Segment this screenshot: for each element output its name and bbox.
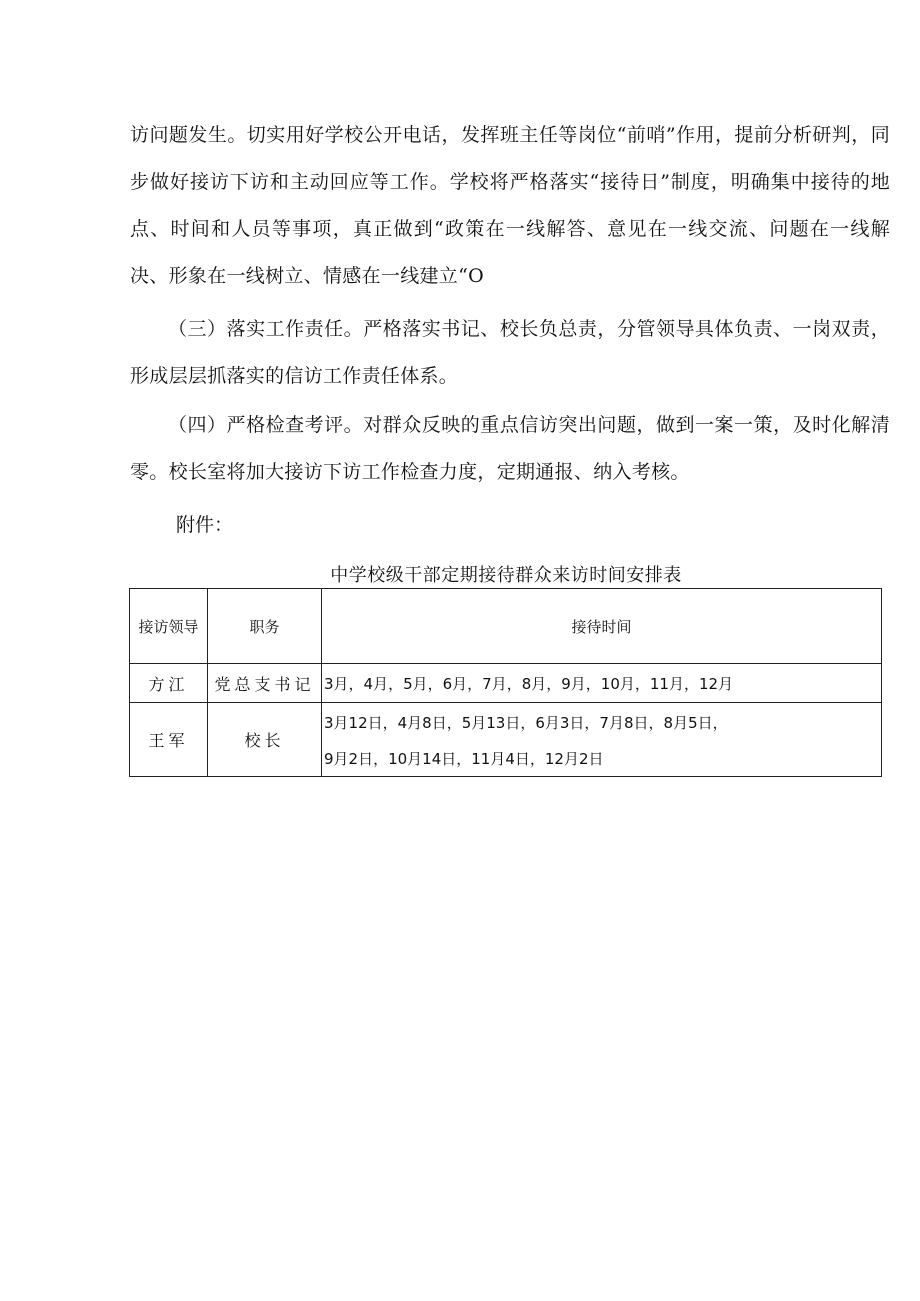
paragraph-inspection-evaluation: （四）严格检查考评。对群众反映的重点信访突出问题，做到一案一策，及时化解清零。校长室将加大接访下访工作检查力度，定期通报、纳入考核。 <box>130 414 890 483</box>
table-title: 中学校级干部定期接待群众来访时间安排表 <box>330 565 682 586</box>
leader-role: 校长 <box>208 703 322 777</box>
reception-dates-line: 3月12日，4月8日，5月13日，6月3日，7月8日，8月5日， <box>324 713 728 732</box>
reception-dates <box>322 664 882 703</box>
attachment-label: 附件： <box>176 514 234 536</box>
paragraph-continuation: 访问题发生。切实用好学校公开电话，发挥班主任等岗位“前哨”作用，提前分析研判，同步做好接访下访和主动回应等工作。学校将严格落实“接待日”制度，明确集中接待的地点、时间和人员等事项，真正做到“政策在一线解答、意见在一线交流、问题在一线解决、形象在一线树立、情感在一线建立“O <box>130 124 890 287</box>
reception-dates-line: 9月2日，10月14日，11月4日，12月2日 <box>324 749 604 768</box>
reception-dates-line: 3月，4月，5月，6月，7月，8月，9月，10月，11月，12月 <box>324 675 734 693</box>
table-row <box>130 703 882 777</box>
leader-name: 王军 <box>130 703 208 777</box>
reception-schedule-table <box>129 588 882 777</box>
table-row <box>130 664 882 703</box>
header-position: 职务 <box>208 589 322 664</box>
paragraph-work-responsibility: （三）落实工作责任。严格落实书记、校长负总责，分管领导具体负责、一岗双责，形成层层抓落实的信访工作责任体系。 <box>130 318 890 387</box>
header-reception-time: 接待时间 <box>322 589 882 664</box>
header-leader: 接访领导 <box>130 589 208 664</box>
table-header-row <box>130 589 882 664</box>
leader-name: 方江 <box>130 664 208 703</box>
leader-role: 党总支书记 <box>208 664 322 703</box>
reception-dates <box>322 703 882 777</box>
